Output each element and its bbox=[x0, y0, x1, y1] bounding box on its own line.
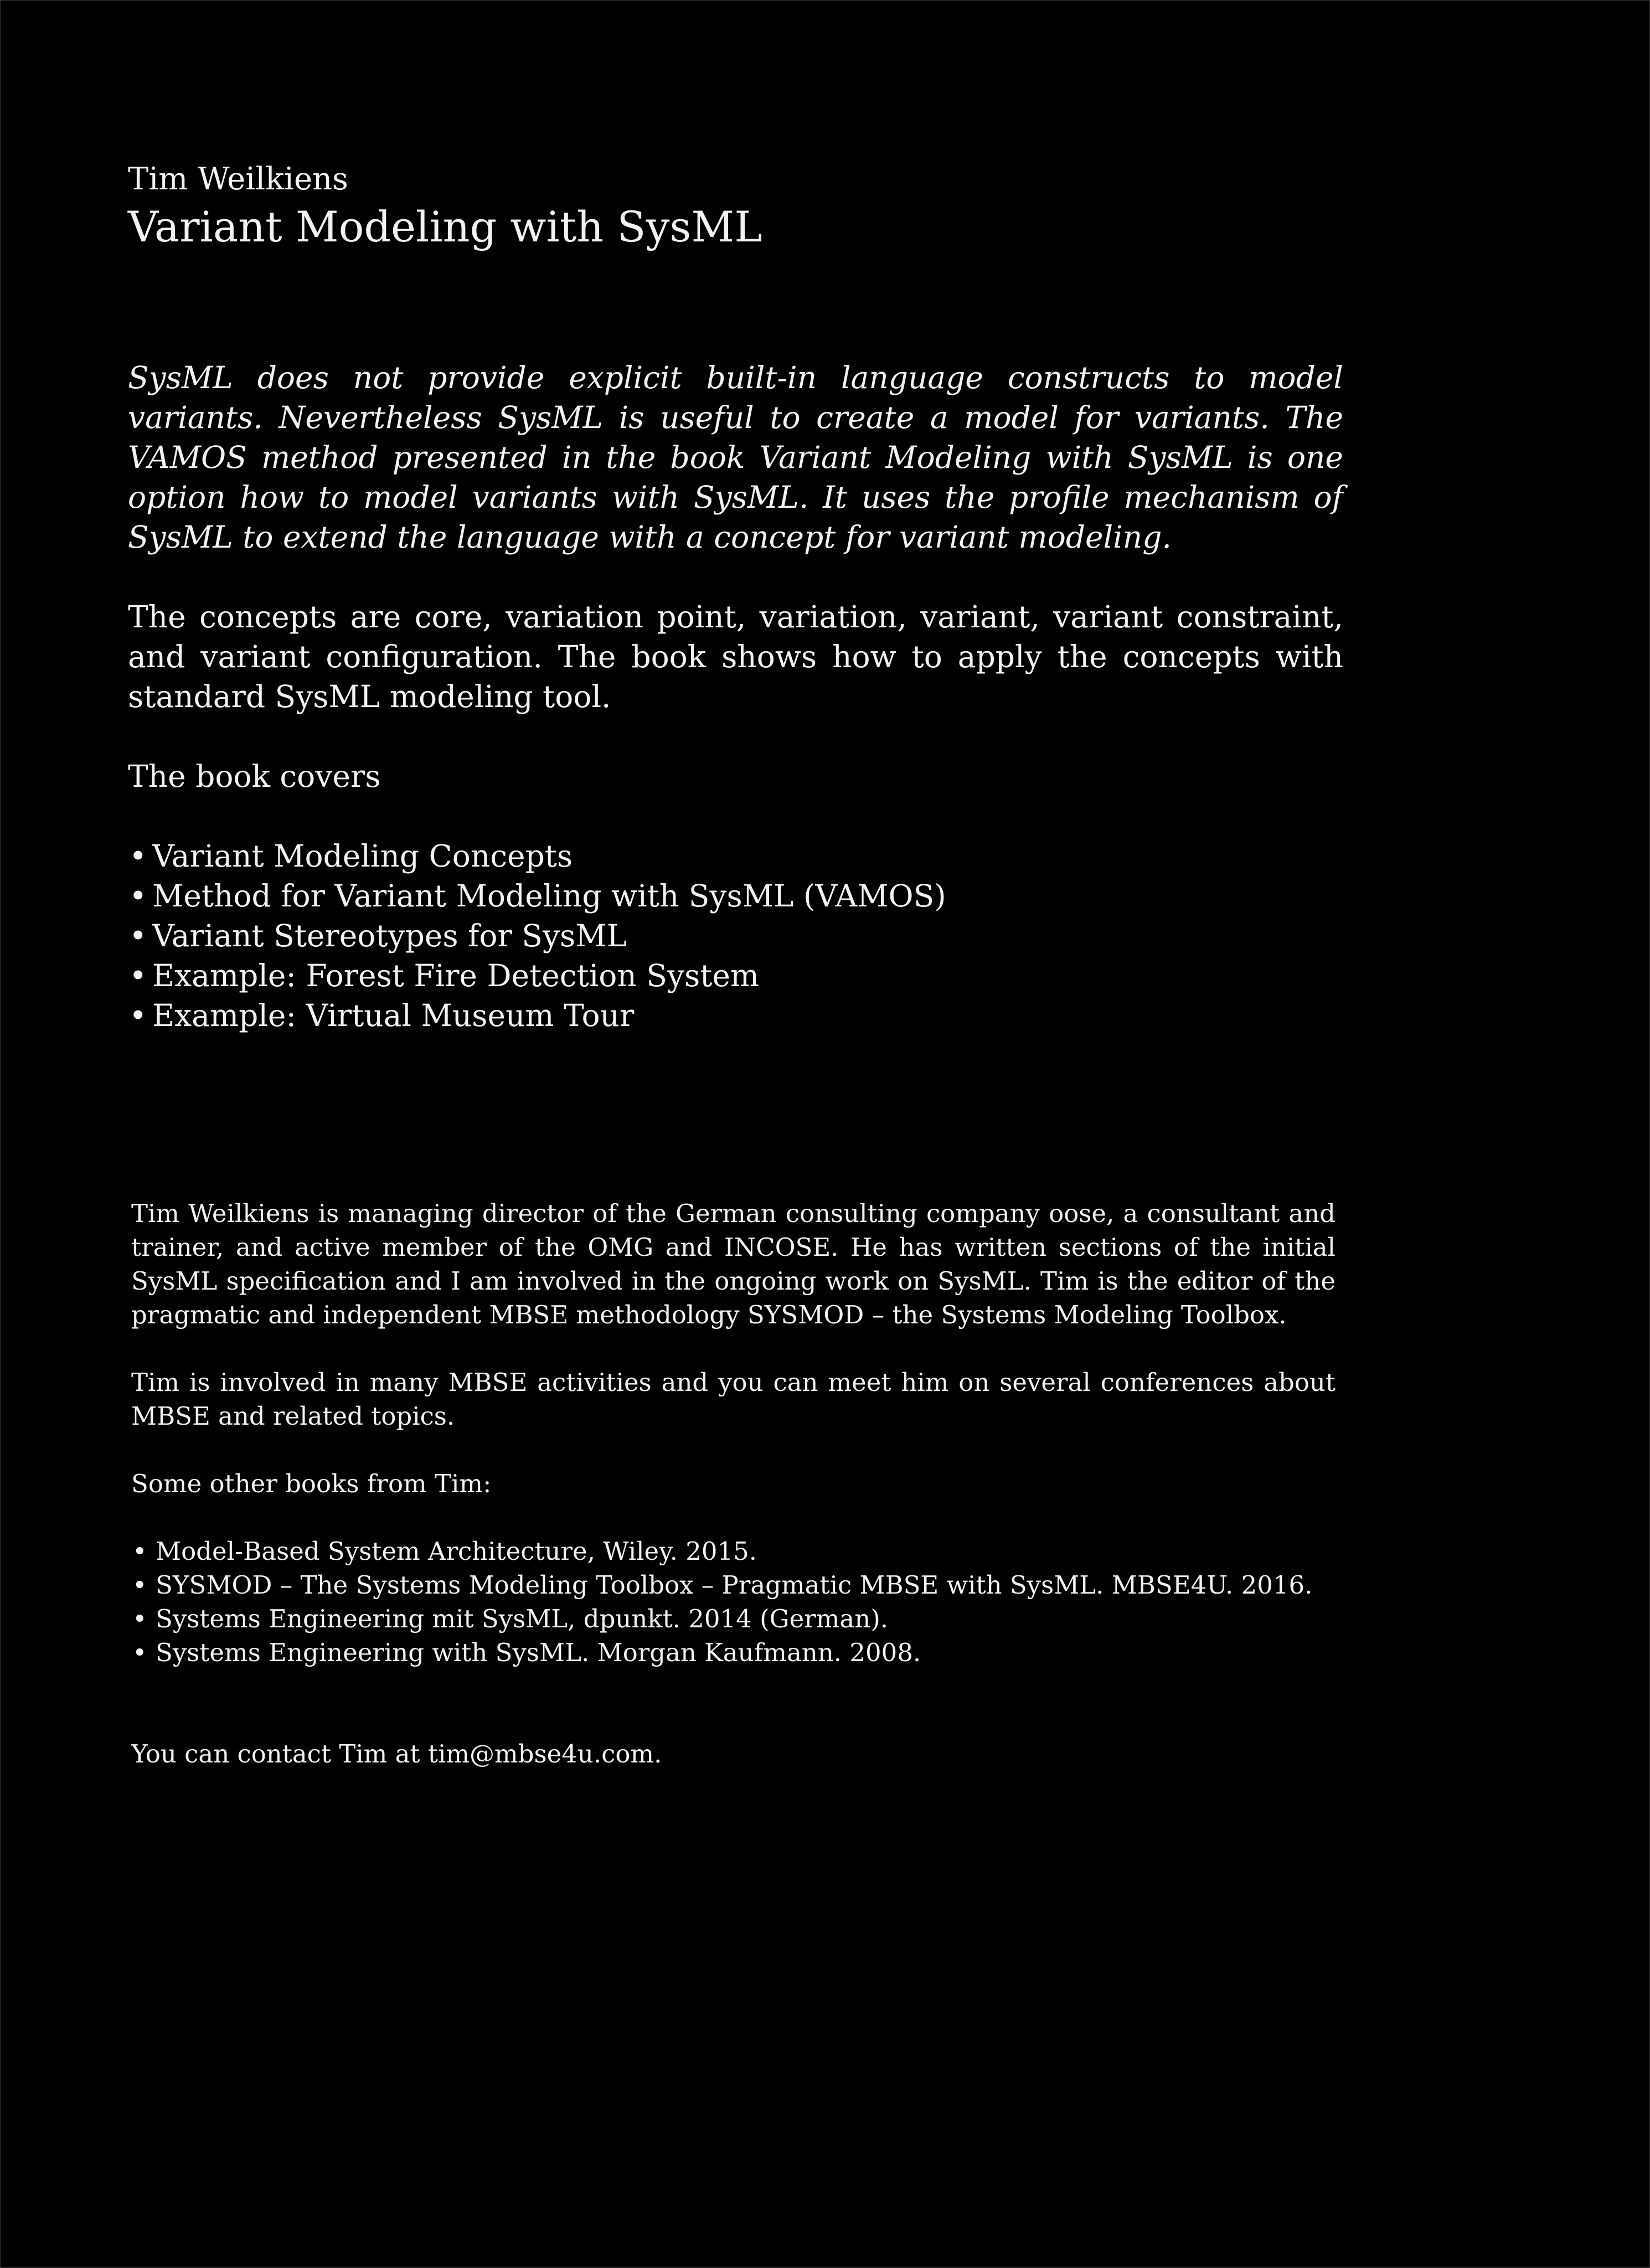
list-item-text: Model-Based System Architecture, Wiley. 2015. bbox=[156, 1537, 757, 1566]
bullet-icon: • bbox=[129, 878, 147, 914]
bullet-icon: • bbox=[129, 838, 147, 874]
book-description bbox=[128, 358, 1343, 1035]
bullet-icon: • bbox=[132, 1570, 147, 1600]
contact-line: You can contact Tim at tim@mbse4u.com. bbox=[131, 1739, 662, 1769]
intro-paragraph: SysML does not provide explicit built-in language constructs to model variants. Nevertheless SysML is useful to create a model for variants. The VAMOS method presented in the book Variant Modeling with SysML is one option how to model variants with SysML. It uses the profile mechanism of SysML to extend the language with a concept for variant modeling. bbox=[128, 360, 1343, 555]
bullet-icon: • bbox=[129, 998, 147, 1033]
list-item bbox=[128, 956, 1343, 996]
book-title: Variant Modeling with SysML bbox=[128, 202, 762, 251]
concepts-paragraph: The concepts are core, variation point, variation, variant, variant constraint, and variant configuration. The book shows how to apply the concepts with standard SysML modeling tool. bbox=[128, 599, 1343, 714]
list-item bbox=[131, 1602, 1336, 1636]
bio-paragraph-2: Tim is involved in many MBSE activities and you can meet him on several conferences about MBSE and related topics. bbox=[131, 1368, 1336, 1431]
bullet-icon: • bbox=[132, 1604, 147, 1633]
author-name: Tim Weilkiens bbox=[128, 161, 348, 197]
list-item bbox=[128, 996, 1343, 1035]
list-item-text: Example: Forest Fire Detection System bbox=[152, 958, 760, 993]
covers-list bbox=[128, 836, 1343, 1035]
list-item bbox=[128, 876, 1343, 916]
books-heading: Some other books from Tim: bbox=[131, 1469, 492, 1498]
bullet-icon: • bbox=[132, 1537, 147, 1566]
list-item bbox=[128, 836, 1343, 876]
bullet-icon: • bbox=[129, 918, 147, 953]
list-item-text: Example: Virtual Museum Tour bbox=[152, 998, 635, 1033]
list-item-text: Systems Engineering mit SysML, dpunkt. 2014 (German). bbox=[156, 1604, 889, 1633]
list-item bbox=[131, 1568, 1336, 1602]
bullet-icon: • bbox=[129, 958, 147, 993]
bullet-icon: • bbox=[132, 1638, 147, 1667]
bio-paragraph-1: Tim Weilkiens is managing director of the German consulting company oose, a consultant and trainer, and active member of the OMG and INCOSE. He has written sections of the initial SysML specification and I am involved in the ongoing work on SysML. Tim is the editor of the pragmatic and independent MBSE methodology SYSMOD – the Systems Modeling Toolbox. bbox=[131, 1199, 1336, 1329]
list-item-text: Variant Modeling Concepts bbox=[152, 838, 573, 874]
books-list bbox=[131, 1534, 1336, 1669]
list-item-text: Method for Variant Modeling with SysML (VAMOS) bbox=[152, 878, 946, 914]
author-bio bbox=[131, 1197, 1336, 1805]
list-item-text: Variant Stereotypes for SysML bbox=[152, 918, 627, 953]
list-item-text: Systems Engineering with SysML. Morgan Kaufmann. 2008. bbox=[156, 1638, 921, 1667]
list-item bbox=[131, 1534, 1336, 1568]
list-item bbox=[131, 1636, 1336, 1669]
covers-heading: The book covers bbox=[128, 759, 381, 794]
list-item bbox=[128, 916, 1343, 956]
list-item-text: SYSMOD – The Systems Modeling Toolbox – Pragmatic MBSE with SysML. MBSE4U. 2016. bbox=[156, 1570, 1313, 1600]
